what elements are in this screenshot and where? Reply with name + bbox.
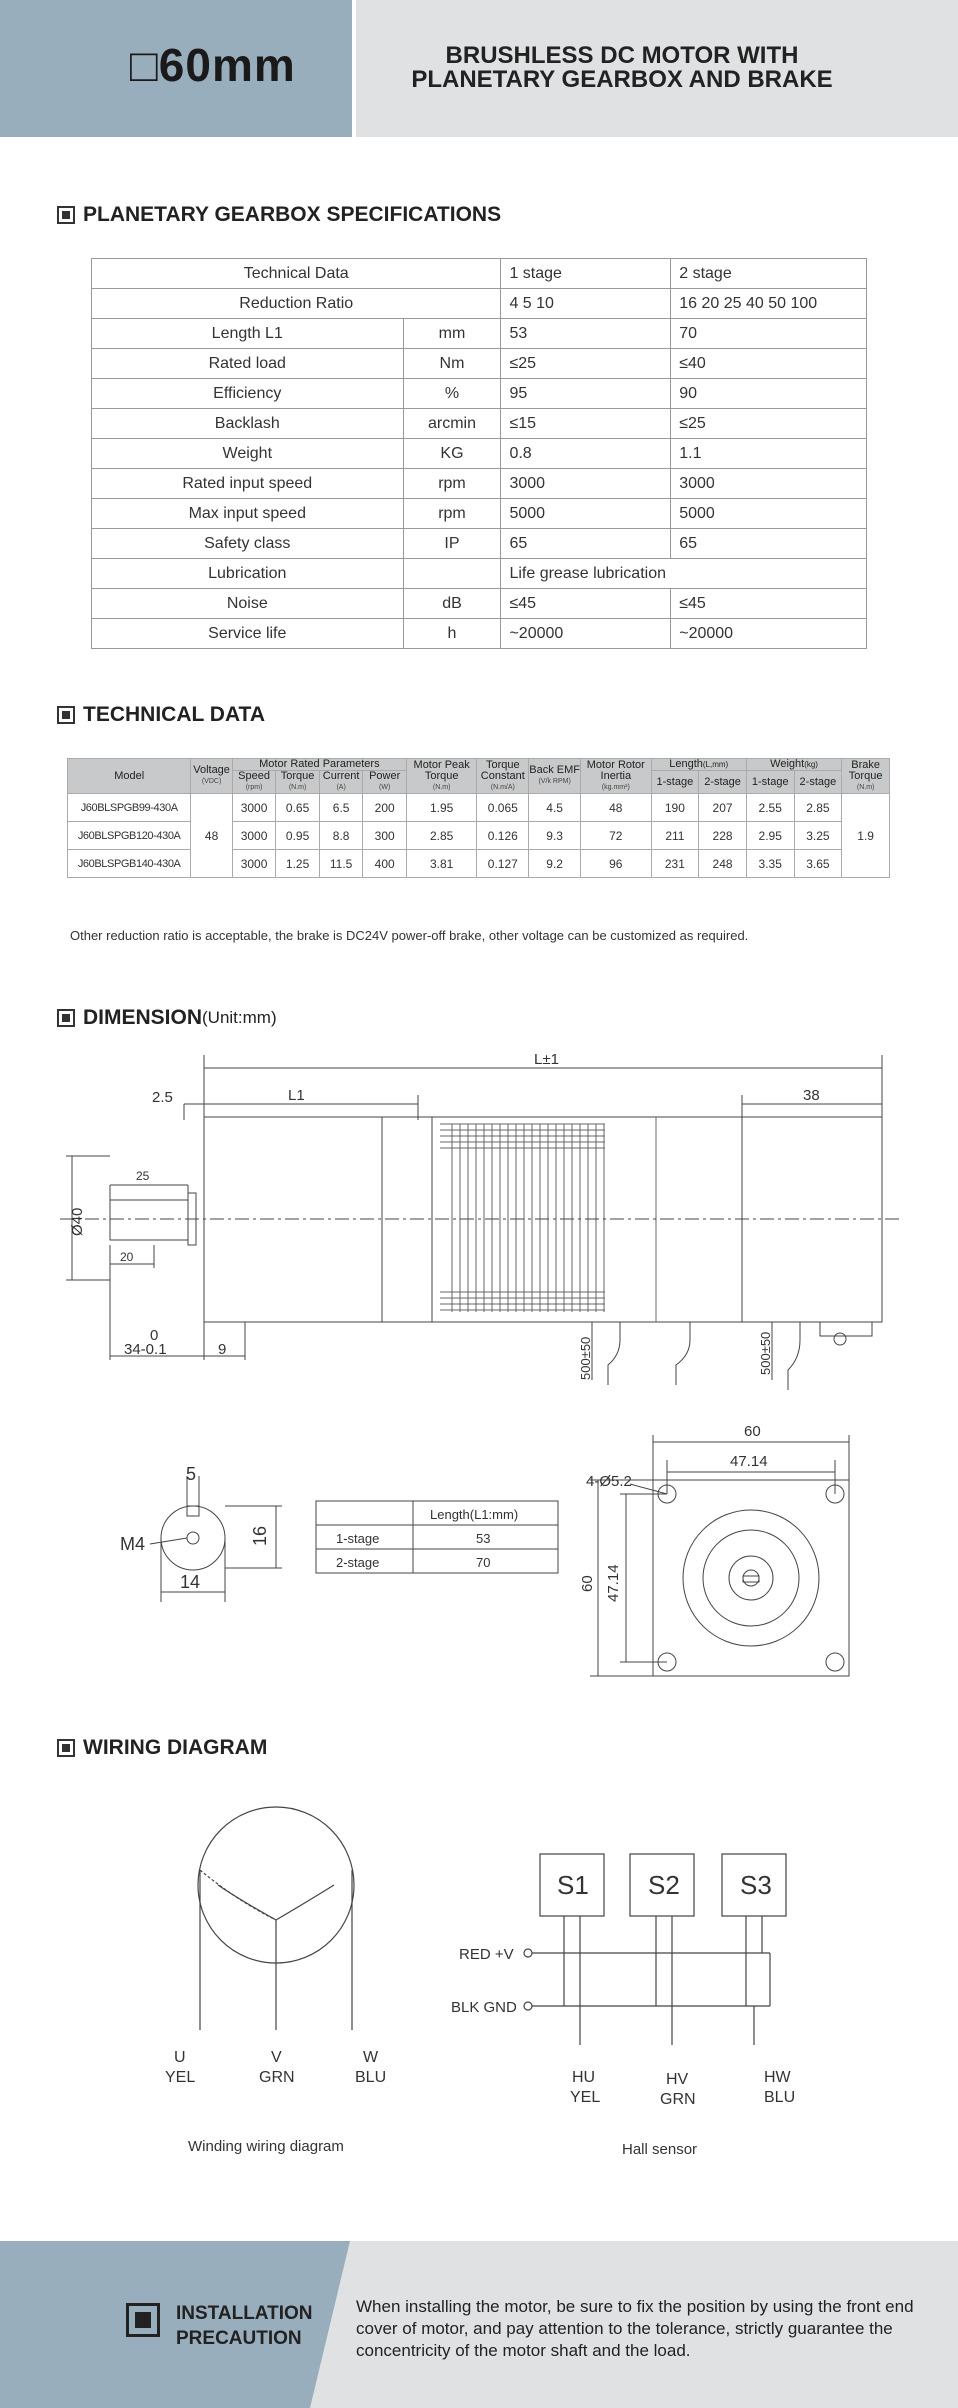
table-row: Rated load Nm ≤25 ≤40 bbox=[92, 349, 867, 379]
length-table bbox=[316, 1501, 558, 1573]
svg-text:2-stage: 2-stage bbox=[336, 1555, 380, 1570]
svg-text:53: 53 bbox=[476, 1531, 491, 1546]
dim-16: 16 bbox=[250, 1525, 270, 1546]
section-square-icon bbox=[57, 1739, 75, 1757]
product-title-line2: PLANETARY GEARBOX AND BRAKE bbox=[411, 66, 833, 93]
dim-47-14-vertical: 47.14 bbox=[605, 1564, 622, 1602]
table-row: J60BLSPGB120-430A 3000 0.95 8.8 300 2.85 0.126 9.3 72 211 228 2.95 3.25 bbox=[68, 822, 890, 850]
dim-34: 34-0.1 bbox=[124, 1341, 167, 1358]
hall-red-label: RED +V bbox=[459, 1946, 514, 1963]
flange-front-view bbox=[653, 1480, 849, 1676]
table-row: J60BLSPGB140-430A 3000 1.25 11.5 400 3.81 0.127 9.2 96 231 248 3.35 3.65 bbox=[68, 850, 890, 878]
winding-caption: Winding wiring diagram bbox=[188, 2138, 344, 2155]
table-row: Service life h ~20000 ~20000 bbox=[92, 619, 867, 649]
dim-60-vertical: 60 bbox=[579, 1575, 596, 1592]
winding-u-color: YEL bbox=[165, 2069, 196, 2086]
dim-500-b: 500±50 bbox=[758, 1331, 773, 1375]
table-row: Backlash arcmin ≤15 ≤25 bbox=[92, 409, 867, 439]
table-row: Max input speed rpm 5000 5000 bbox=[92, 499, 867, 529]
winding-u-label: U bbox=[174, 2049, 186, 2066]
gearbox-spec-table bbox=[91, 258, 867, 649]
dimension-drawing bbox=[0, 1040, 958, 1730]
hall-caption: Hall sensor bbox=[622, 2141, 698, 2158]
hall-hv-color: GRN bbox=[660, 2091, 696, 2108]
svg-text:Length(L1:mm): Length(L1:mm) bbox=[430, 1507, 519, 1522]
svg-text:S2: S2 bbox=[648, 1870, 680, 1900]
section-square-icon bbox=[57, 706, 75, 724]
header-banner bbox=[0, 0, 958, 137]
table-row: Lubrication Life grease lubrication bbox=[92, 559, 867, 589]
dim-25: 25 bbox=[136, 1169, 150, 1183]
technical-note: Other reduction ratio is acceptable, the brake is DC24V power-off brake, other voltage can be customized as required. bbox=[70, 928, 749, 943]
svg-text:1-stage: 1-stage bbox=[336, 1531, 380, 1546]
section-square-icon bbox=[57, 1009, 75, 1027]
product-title-line1: BRUSHLESS DC MOTOR WITH bbox=[445, 42, 799, 69]
dim-m4: M4 bbox=[120, 1534, 146, 1554]
section-technical-heading: TECHNICAL DATA bbox=[57, 703, 265, 727]
dim-20: 20 bbox=[120, 1250, 134, 1264]
table-row: Reduction Ratio 4 5 10 16 20 25 40 50 100 bbox=[92, 289, 867, 319]
dim-0: 0 bbox=[150, 1327, 159, 1344]
section-square-icon bbox=[57, 206, 75, 224]
dim-38: 38 bbox=[803, 1087, 820, 1104]
svg-text:S1: S1 bbox=[557, 1870, 589, 1900]
table-row: Length L1 mm 53 70 bbox=[92, 319, 867, 349]
product-title bbox=[372, 44, 872, 92]
winding-w-label: W bbox=[363, 2049, 379, 2066]
dim-2-5: 2.5 bbox=[152, 1089, 173, 1106]
svg-text:70: 70 bbox=[476, 1555, 491, 1570]
hall-hu-color: YEL bbox=[570, 2089, 601, 2106]
installation-precaution-banner bbox=[0, 2241, 958, 2408]
winding-v-label: V bbox=[271, 2049, 282, 2066]
dim-500-a: 500±50 bbox=[578, 1336, 593, 1380]
wiring-diagram bbox=[0, 1770, 958, 2190]
hall-hw-label: HW bbox=[764, 2069, 791, 2086]
section-gearbox-heading: PLANETARY GEARBOX SPECIFICATIONS bbox=[57, 203, 501, 227]
table-row: Safety class IP 65 65 bbox=[92, 529, 867, 559]
section-wiring-heading: WIRING DIAGRAM bbox=[57, 1736, 267, 1760]
frame-size-title: □60mm bbox=[130, 39, 296, 91]
precaution-text: When installing the motor, be sure to fix the position by using the front end cover of motor, and pay attention to the tolerance, strictly guarantee the concentricity of the motor shaft and the load. bbox=[356, 2297, 914, 2360]
table-row: Efficiency % 95 90 bbox=[92, 379, 867, 409]
dim-d40: Ø40 bbox=[69, 1207, 86, 1236]
svg-text:S3: S3 bbox=[740, 1870, 772, 1900]
table-row: Rated input speed rpm 3000 3000 bbox=[92, 469, 867, 499]
dim-5: 5 bbox=[186, 1464, 197, 1484]
hall-hv-label: HV bbox=[666, 2071, 689, 2088]
table-row: J60BLSPGB99-430A 48 3000 0.65 6.5 200 1.95 0.065 4.5 48 190 207 2.55 2.85 1.9 bbox=[68, 794, 890, 822]
dim-l1: L1 bbox=[288, 1087, 305, 1104]
hall-hu-label: HU bbox=[572, 2069, 596, 2086]
table-row: Technical Data 1 stage 2 stage bbox=[92, 259, 867, 289]
section-dimension-heading: DIMENSION (Unit:mm) bbox=[57, 1006, 277, 1030]
dim-47-14: 47.14 bbox=[730, 1453, 768, 1470]
table-row: Noise dB ≤45 ≤45 bbox=[92, 589, 867, 619]
table-row: Weight KG 0.8 1.1 bbox=[92, 439, 867, 469]
technical-data-table: Model Voltage (VDC) Motor Rated Parameters Motor Peak Torque (N.m) Torque Constant (N.m/A) Back EMF (V/k RPM) Motor Rotor Inertia (kg.mm²) Length(L,mm) Weight(kg) Brake Torque (N.m) Speed (rpm) Torque (N.m) Current (A) Power (W) 1-stage 2-stage 1-stage 2-stage J60BLSPGB99-430A 48 3000 0.65 6.5 200 1.95 0.065 4.5 48 190 207 2.55 2.85 1.9 J60BLSPGB120-430A 3000 0.95 8.8 300 2.85 0.126 9.3 72 211 228 2.95 3.25 J60BLSPGB140-430A 3000 1.25 11.5 400 3.81 0.127 9.2 96 231 248 3.35 3.65 bbox=[67, 758, 890, 878]
precaution-icon bbox=[126, 2303, 160, 2337]
dim-60: 60 bbox=[744, 1423, 761, 1440]
winding-v-color: GRN bbox=[259, 2069, 295, 2086]
winding-w-color: BLU bbox=[355, 2069, 387, 2086]
dim-9: 9 bbox=[218, 1341, 227, 1358]
dim-l-total: L±1 bbox=[534, 1051, 559, 1068]
dim-14: 14 bbox=[180, 1572, 201, 1592]
precaution-title: INSTALLATION PRECAUTION bbox=[176, 2303, 313, 2349]
hall-blk-label: BLK GND bbox=[451, 1999, 517, 2016]
output-shaft bbox=[110, 1200, 188, 1240]
dim-mount-holes: 4-Ø5.2 bbox=[586, 1473, 632, 1490]
hall-hw-color: BLU bbox=[764, 2089, 796, 2106]
